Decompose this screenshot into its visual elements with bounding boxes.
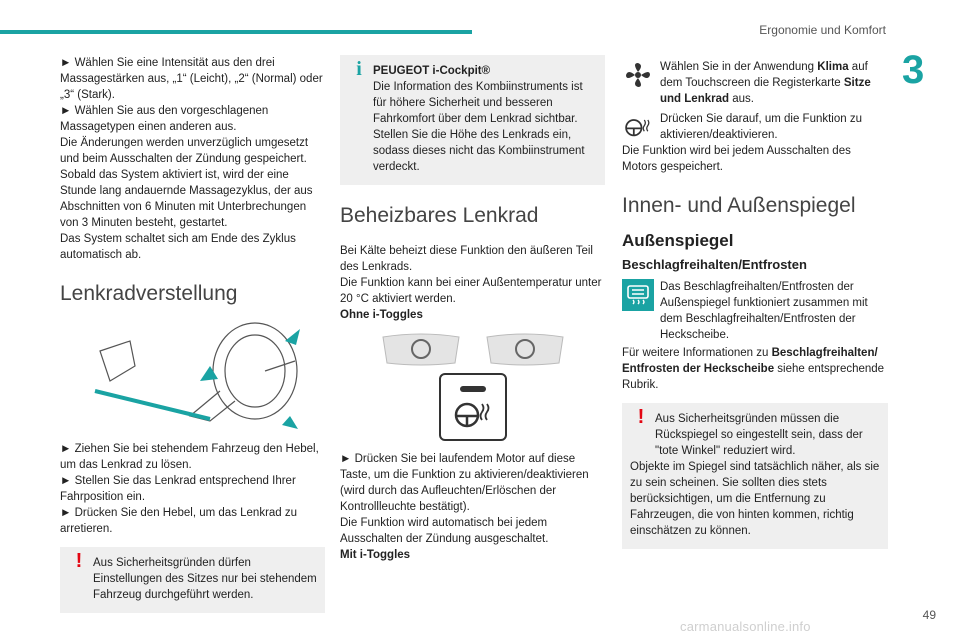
paragraph: Die Funktion wird bei jedem Ausschalten des Motors gespeichert. [622,145,851,173]
heated-steering-wheel-icon [622,111,654,143]
paragraph: Wählen Sie in der Anwendung Klima auf dem Touchscreen die Registerkarte Sitze und Lenkrad aus. [660,61,871,105]
subheading-mit-itoggles: Mit i-Toggles [340,549,411,561]
defrost-step [622,279,888,343]
subsection-heading-aussenspiegel: Außenspiegel [622,231,734,250]
column-1 [60,55,325,619]
paragraph: Drücken Sie darauf, um die Funktion zu aktivieren/deaktivieren. [660,113,862,141]
paragraph: Die Änderungen werden unverzüglich umgesetzt und beim Ausschalten der Zündung gespeichert. [60,137,309,165]
info-title: PEUGEOT i-Cockpit® [373,65,491,77]
section-heading-lenkradverstellung: Lenkradverstellung [60,282,238,305]
steering-display-icon [381,333,461,367]
steering-wheel-lever-icon [60,321,325,431]
paragraph: ► Wählen Sie eine Intensität aus den drei Massagestärken aus, „1“ (Leicht), „2“ (Normal) oder „3“ (Stark). [60,57,323,101]
info-icon: i [356,58,362,80]
paragraph: Die Funktion kann bei einer Außentemperatur unter 20 °C aktiviert werden. [340,277,602,305]
info-text: Die Information des Kombiinstruments ist für höhere Sicherheit und besseren Fahrkomfort über dem Lenkrad sichtbar. [373,81,583,125]
info-text: Stellen Sie die Höhe des Lenkrads ein, sodass dieses nicht das Kombiinstrument verdeckt. [373,129,585,173]
paragraph: ► Wählen Sie aus den vorgeschlagenen Massagetypen einen anderen aus. [60,105,269,133]
control-illustration [340,333,605,367]
warning-box [622,403,888,549]
toggle-step [622,111,888,143]
paragraph: Bei Kälte beheizt diese Funktion den äußeren Teil des Lenkrads. [340,245,593,273]
paragraph: ► Ziehen Sie bei stehendem Fahrzeug den Hebel, um das Lenkrad zu lösen. [60,443,319,471]
heated-steering-wheel-icon [453,400,493,428]
steering-adjust-illustration [60,321,325,431]
paragraph: ► Drücken Sie bei laufendem Motor auf diese Taste, um die Funktion zu aktivieren/deaktivieren (wird durch das Aufleuchten/Erlöschen der Kontrollleuchte bestätigt). [340,453,589,513]
heated-steering-wheel-button [439,373,507,441]
rear-defrost-icon [622,279,654,311]
climate-app-step [622,59,888,107]
warning-icon: ! [75,550,83,572]
paragraph: Das System schaltet sich am Ende des Zyklus automatisch ab. [60,233,296,261]
chapter-number: 3 [902,48,925,92]
header-accent-bar [0,30,472,34]
warning-icon: ! [637,406,645,428]
paragraph: Die Funktion wird automatisch bei jedem Ausschalten der Zündung ausgeschaltet. [340,517,549,545]
paragraph: Das Beschlagfreihalten/Entfrosten der Außenspiegel funktioniert zusammen mit dem Beschlagfreihalten/Entfrosten der Heckscheibe. [660,281,868,341]
warning-text: Objekte im Spiegel sind tatsächlich näher, als sie zu sein scheinen. Sie sollten dies stets berücksichtigen, um die Entfernung zu Fahrzeugen, die von hinten kommen, richtig einschätzen zu können. [630,461,880,537]
warning-text: Aus Sicherheitsgründen dürfen Einstellungen des Sitzes nur bei stehendem Fahrzeug durchgeführt werden. [93,557,317,601]
header-title: Ergonomie und Komfort [759,23,886,37]
page-number: 49 [922,608,936,622]
section-heading-beheizbares-lenkrad: Beheizbares Lenkrad [340,204,539,227]
info-box [340,55,605,185]
column-2 [340,55,605,563]
subsubsection-heading-entfrosten: Beschlagfreihalten/Entfrosten [622,257,807,272]
warning-text: Aus Sicherheitsgründen müssen die Rückspiegel so eingestellt sein, dass der "tote Winkel" reduziert wird. [655,413,863,457]
steering-display-icon [485,333,565,367]
section-heading-spiegel: Innen- und Außenspiegel [622,194,856,217]
paragraph: Für weitere Informationen zu Beschlagfreihalten/ Entfrosten der Heckscheibe siehe entsprechende Rubrik. [622,347,885,391]
paragraph: ► Drücken Sie den Hebel, um das Lenkrad zu arretieren. [60,507,298,535]
paragraph: ► Stellen Sie das Lenkrad entsprechend Ihrer Fahrposition ein. [60,475,296,503]
paragraph: Sobald das System aktiviert ist, wird der eine Stunde lang andauernde Massagezyklus, der aus Abschnitten von 6 Minuten mit Unterbrechungen von 3 Minuten besteht, gestartet. [60,169,313,229]
warning-box [60,547,325,613]
subheading-ohne-itoggles: Ohne i-Toggles [340,309,423,321]
column-3 [622,55,888,555]
watermark: carmanualsonline.info [680,619,811,634]
fan-icon [622,59,654,91]
